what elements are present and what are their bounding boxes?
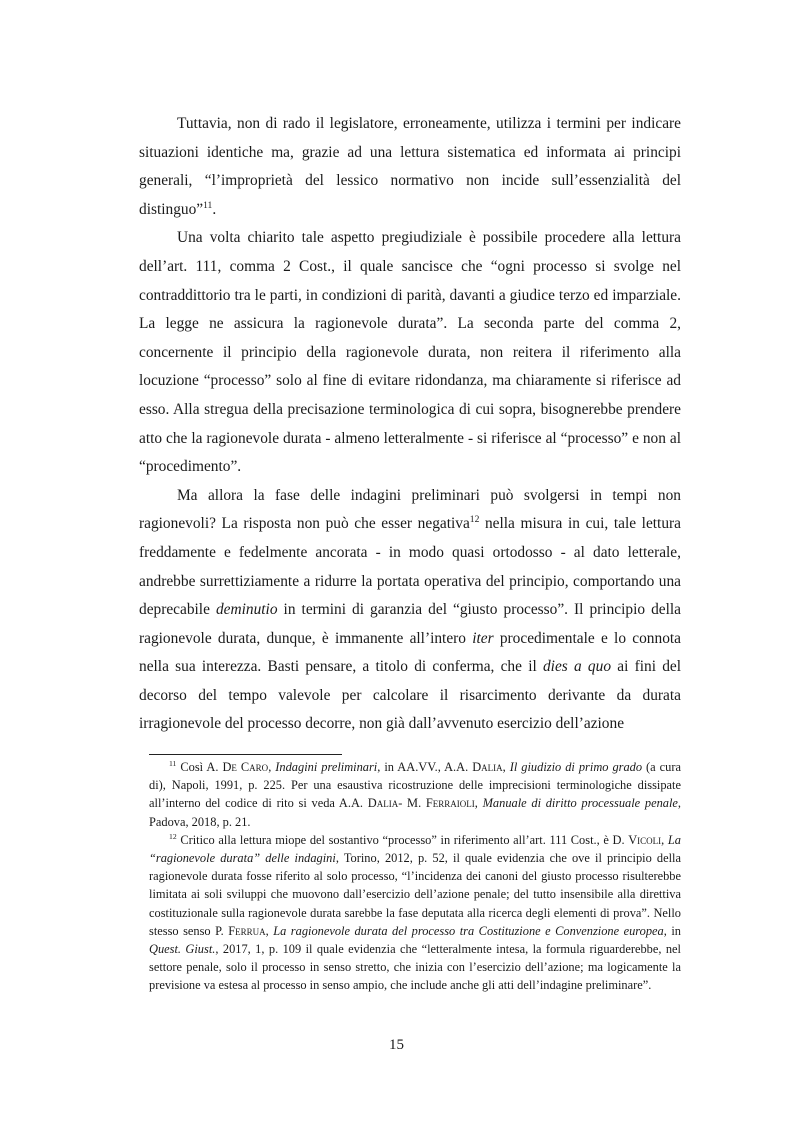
- italic-iter: iter: [472, 629, 494, 647]
- footnote-12-text: , 2017, 1, p. 109 il quale evidenzia che “letteralmente intesa, la formula riguarderebbe, nel settore penale, solo il processo in senso stretto, che inizia con l’esercizio dell’azione; ma logicamente la previsione va estesa al processo in senso ampio, che include anche gli atti dell’indagine preliminare”.: [149, 942, 681, 993]
- footnote-ref-12: 12: [469, 514, 480, 526]
- journal-title: Quest. Giust.: [149, 942, 216, 957]
- footnote-11-text: ,: [268, 760, 276, 774]
- work-title: Manuale di diritto processuale penale: [482, 796, 678, 811]
- paragraph-2: Una volta chiarito tale aspetto pregiudiziale è possibile procedere alla lettura dell’art. 111, comma 2 Cost., il quale sancisce che “ogni processo si svolge nel contraddittorio tra le parti, in condizioni di parità, davanti a giudice terzo ed imparziale. La legge ne assicura la ragionevole durata”. La seconda parte del comma 2, concernente il principio della ragionevole durata, non reitera il riferimento alla locuzione “processo” solo al fine di evitare ridondanza, ma chiaramente si riferisce ad esso. Alla stregua della precisazione terminologica di cui sopra, bisognerebbe prendere atto che la ragionevole durata - almeno letteralmente - si riferisce al “processo” e non al “procedimento”.: [139, 229, 681, 476]
- author-name: Dalia: [472, 760, 503, 774]
- footnote-11-text: (a cura di), Napoli, 1991, p. 225. Per una esaustiva ricostruzione delle imprecisioni terminologiche dissipate all’interno del codice di rito si veda A.A.: [149, 760, 681, 811]
- footnote-11-text: ,: [474, 796, 483, 811]
- work-title: Indagini preliminari: [275, 760, 378, 774]
- work-title: Il giudizio di primo grado: [509, 760, 643, 774]
- footnote-separator: [149, 754, 342, 755]
- paragraph-1-text: Tuttavia, non di rado il legislatore, erroneamente, utilizza i termini per indicare situazioni identiche ma, grazie ad una lettura sistematica ed informata ai principi generali, “l’improprietà del lessico normativo non incide sull’essenzialità del distinguo”: [139, 115, 681, 218]
- footnotes: [149, 758, 681, 995]
- footnote-12: [149, 831, 681, 995]
- main-text: [139, 110, 681, 739]
- italic-dies-a-quo: dies a quo: [542, 658, 612, 676]
- footnote-12-text: , Torino, 2012, p. 52, il quale evidenzia che ove il principio della ragionevole durata fosse riferito al solo processo, “l’incidenza dei canoni del giusto processo risulterebbe limitata ai soli sviluppi che muovono dall’esercizio dell’azione penale; del tutto insensibile alla direttiva costituzionale sulla ragionevole durata sarebbe la fase deputata alla ricerca degli elementi di prova”. Nello stesso senso P.: [149, 851, 681, 938]
- paragraph-3: [139, 482, 681, 739]
- footnote-11-text: Così A.: [176, 760, 223, 774]
- paragraph-3-text-d: procedimentale e lo connota nella sua interezza. Basti pensare, a titolo di conferma, che il: [139, 629, 681, 676]
- footnote-11: [149, 758, 681, 831]
- footnote-11-text: , Padova, 2018, p. 21.: [149, 796, 682, 829]
- work-title: La “ragionevole durata” delle indagini: [149, 832, 681, 866]
- work-title: La ragionevole durata del processo tra Costituzione e Convenzione europea: [273, 923, 664, 938]
- footnote-number: 11: [169, 758, 177, 768]
- paragraph-3-text-a: Ma allora la fase delle indagini preliminari può svolgersi in tempi non ragionevoli? La risposta non può che esser negativa: [139, 486, 681, 533]
- author-name: Vicoli: [628, 832, 662, 847]
- footnote-number: 12: [169, 831, 177, 841]
- page-number: 15: [389, 1037, 404, 1053]
- footnote-12-text: ,: [661, 832, 668, 847]
- footnote-11-text: - M.: [398, 796, 426, 811]
- paragraph-1: [139, 110, 681, 224]
- author-name: De Caro: [222, 760, 269, 774]
- footnote-11-text: ,: [502, 760, 510, 774]
- author-name: Ferraioli: [425, 796, 475, 811]
- paragraph-3-text-b: nella misura in cui, tale lettura freddamente e fedelmente ancorata - in modo quasi ortodosso - al dato letterale, andrebbe surrettiziamente a ridurre la portata operativa del principio, comportando una deprecabile: [139, 515, 681, 619]
- paragraph-3-text-e: ai fini del decorso del tempo valevole per calcolare il risarcimento derivante da durata irragionevole del processo decorre, non già dall’avvenuto esercizio dell’azione: [139, 658, 682, 733]
- paragraph-3-text-c: in termini di garanzia del “giusto processo”. Il principio della ragionevole durata, dunque, è immanente all’intero: [139, 601, 681, 647]
- author-name: Ferrua: [228, 923, 266, 938]
- italic-deminutio: deminutio: [215, 601, 278, 619]
- footnote-ref-11: 11: [203, 199, 213, 211]
- paragraph-1-end: .: [212, 200, 217, 218]
- footnote-12-text: ,: [265, 923, 274, 938]
- author-name: Dalia: [367, 796, 399, 811]
- footnote-12-text: Critico alla lettura miope del sostantivo “processo” in riferimento all’art. 111 Cost., è D.: [176, 832, 629, 847]
- footnote-11-text: , in AA.VV., A.A.: [377, 760, 473, 774]
- footnote-12-text: , in: [663, 923, 681, 938]
